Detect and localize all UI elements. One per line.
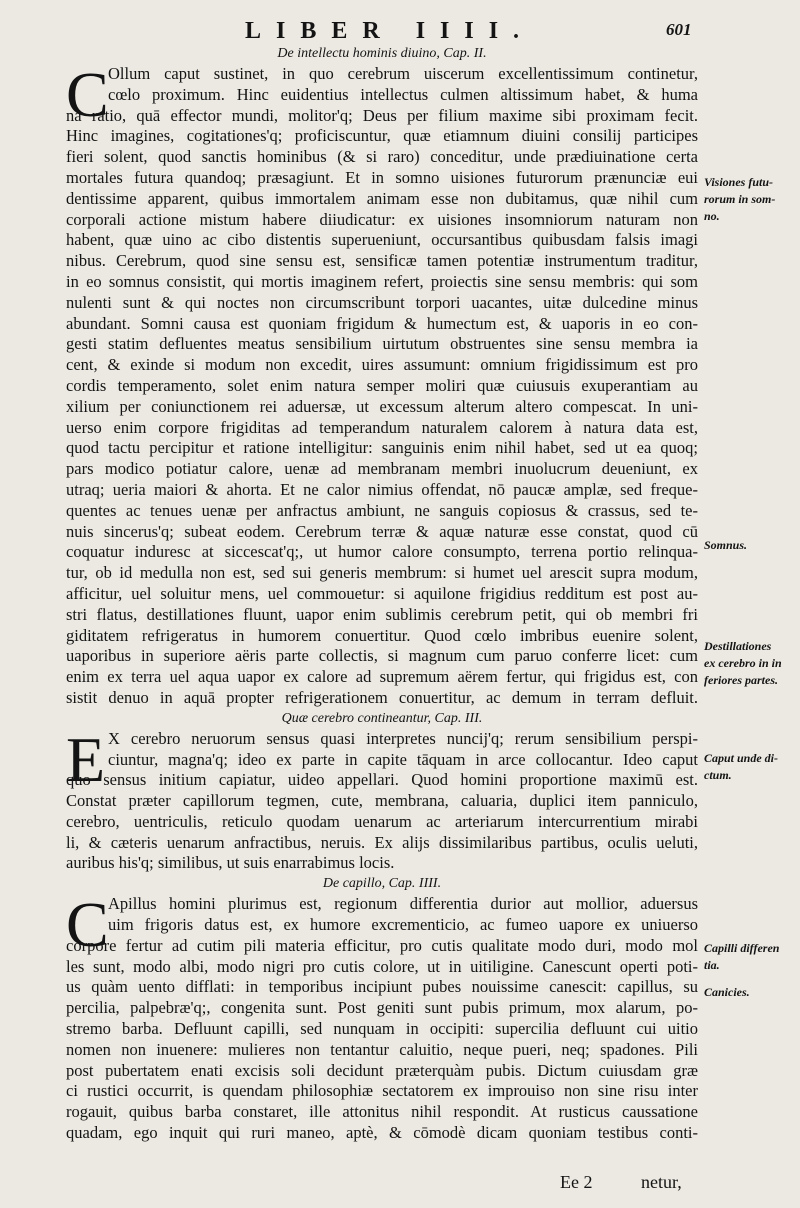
text-line: cœlo proximum. Hinc euidentius intellectus culmen altissimum habet, & huma [108, 84, 698, 104]
margin-note-line: rorum in som- [704, 192, 776, 206]
chapter-heading-4: De capillo, Cap. IIII. [322, 876, 442, 892]
text-line: li, & cæteris uenarum anfractibus, neruis. Ex alijs dissimilaribus partibus, oculis ueluti, [66, 832, 698, 852]
text-line: nulenti sunt & qui noctes non circumscribunt torpori uacantes, uitæ dulcedine minus [66, 292, 698, 312]
margin-note-line: Destillationes [704, 639, 772, 653]
drop-capital: E [66, 723, 106, 795]
text-line: ci rustici occurrit, is quendam philosophiæ sectatorem ex improuiso non sine risu inter [66, 1081, 698, 1101]
text-line: rogauit, quibus barba constaret, ille attonitus nihil respondit. At rusticus caussatione [66, 1102, 698, 1122]
main-text-column [66, 44, 698, 1144]
signature-mark: Ee 2 [560, 1172, 593, 1192]
text-line: uim frigoris datus est, ex humore excrementicio, ac fumeo uapore ex uniuerso [108, 915, 698, 935]
text-line: us quàm uento difflati: in temporibus incipiunt pubes nouissime canescit: capillus, su [66, 977, 698, 997]
text-line: dentissime apparent, quibus immortalem animam esse non dubitamus, quæ nihil cum [66, 188, 698, 208]
margin-note [704, 638, 800, 689]
text-line: quadam, ego inquit qui ruri maneo, aptè, & cōmodè dicam quoniam testibus conti- [66, 1123, 698, 1143]
running-head-title: LIBER IIII. [245, 18, 535, 44]
chapter-3-text [66, 723, 698, 875]
margin-note [704, 940, 800, 974]
text-line: in eo somnus consistit, qui mortis imaginem refert, proiectis sine sensu membris: qui som [66, 271, 698, 291]
text-line: mortales futura quandoq; præsagiunt. Et in somno uisiones futurorum prænunciæ eui [66, 167, 698, 187]
text-line: nomen non inuenere: mulieres non tentantur caluitio, neque pueri, neq; spadones. Pili [66, 1039, 698, 1059]
margin-note-line: ctum. [704, 768, 732, 782]
text-line: Ollum caput sustinet, in quo cerebrum uiscerum excellentissimum continetur, [108, 64, 698, 83]
text-line: pars modico potiatur calore, uenæ ad membranam membri inuolucrum deueniunt, ex [66, 459, 698, 479]
text-line: xilium per coniunctionem rei aduersæ, ut excessum alterum altero compescat. In uni- [66, 396, 698, 416]
text-line: les sunt, modo albi, modo nigri pro cutis colore, ut in uitiligine. Canescunt operti poti- [66, 956, 698, 976]
text-line: quo sensus initium capiatur, uideo appellari. Quod homini proportione maximū est. [66, 770, 698, 790]
text-line: utraq; ueria maiori & ahorta. Et ne calor nimius offendat, nō paucæ amplæ, sed freque- [66, 479, 698, 499]
text-line: nuis sincerus'q; subeat eodem. Cerebrum terræ & aquæ naturæ esse constat, quod cū [66, 521, 698, 541]
text-line: corpore fertur ad cutim pili materia efficitur, pro cutis qualitate modo duri, modo mol [66, 935, 698, 955]
text-line: Apillus homini plurimus est, regionum differentia durior aut mollior, aduersus [108, 894, 698, 914]
running-head [0, 14, 800, 44]
margin-note-line: Somnus. [704, 538, 748, 552]
text-line: tur, ob id medulla non est, sed sui generis membrum: si humet uel arescit supra modum, [66, 563, 698, 583]
text-line: gesti statim defluentes meatus sensibilium uirtutum obstruentes sine sensu membra ia [66, 334, 698, 354]
text-line: corporali actione mistum habere diiudicatur: ex uisiones insomniorum naturam non [66, 209, 698, 229]
page-number: 601 [666, 20, 692, 39]
margin-note-line: Canicies. [704, 985, 750, 999]
text-line: uaporibus in superiore aëris parte collectis, si magnum cum paruo conferre licet: cum [66, 646, 698, 666]
text-line: quentes ac tenues uenæ per anfractus ambiunt, ne sanguis copiosus & crassus, sed te- [66, 500, 698, 520]
text-line: enim ex terra uel aqua uapor ex calore ad supremum aërem fertur, qui frigidus est, con [66, 667, 698, 687]
text-line: cordis temperamento, solet enim natura semper moliri quæ cuiusuis exuperantiam au [66, 375, 698, 395]
text-line: stremo barba. Defluunt capilli, sed nunquam in occipiti: supercilia defluunt cui uitio [66, 1019, 698, 1039]
margin-note-line: tia. [704, 958, 720, 972]
text-line: quod tactu percipitur et ratione intelligitur: sanguinis enim nihil habet, sed ut ea quoq; [66, 438, 698, 458]
text-line: nibus. Cerebrum, quod sine sensu est, sensificæ tamen potentiæ instrumentum traditur, [66, 251, 698, 271]
text-line: ciuntur, magna'q; ideo ex parte in capite tāquam in arce collocantur. Ideo caput [108, 749, 698, 769]
text-line: habent, quæ uino ac cibo distentis superueniunt, occursantibus quibusdam falsis imagi [66, 230, 698, 250]
text-line: Hinc imagines, cogitationes'q; proficiscuntur, quæ etiamnum diuini consilij participes [66, 126, 698, 146]
text-line: auribus his'q; similibus, ut suis enarrabimus locis. [66, 853, 395, 873]
text-line: post pubertatem enati excisis soli decidunt præterquàm pubis. Dictum cuiusdam græ [66, 1060, 698, 1080]
text-line: stri flatus, destillationes fluunt, uapor enim sublimis cerebrum petit, qui ob membri fri [66, 604, 698, 624]
text-line: cerebro, uentriculis, reticulo quodam uenarum ac arteriarum intercurrentium mirabi [66, 811, 698, 831]
margin-note-line: Capilli differen [704, 941, 780, 955]
page-footer [560, 1172, 726, 1193]
text-line: giditatem refrigeratus in humorem conuertitur. Quod cœlo imbribus euenire solent, [66, 625, 698, 645]
chapter-heading-2: De intellectu hominis diuino, Cap. II. [277, 46, 487, 61]
chapter-4-text [66, 889, 698, 1144]
text-line: fieri solent, quod sanctis hominibus (& si raro) conceditur, unde prædiuinatione certa [66, 147, 698, 167]
margin-note-line: Caput unde di- [704, 751, 779, 765]
margin-note [704, 174, 800, 225]
text-line: afficitur, uel soluitur mens, uel commouetur: si aquilone frigidius redditum est post au- [66, 583, 698, 603]
text-line: percilia, palpebræ'q;, congenita sunt. Post geniti sunt pubis primum, mox alarum, po- [66, 998, 698, 1018]
margin-note-line: no. [704, 209, 720, 223]
drop-capital: C [66, 59, 109, 130]
margin-note [704, 537, 800, 554]
drop-capital: C [66, 889, 109, 961]
margin-note-line: ex cerebro in in [704, 656, 782, 670]
margin-note-line: feriores partes. [704, 673, 778, 687]
text-line: uerso enim corpore frigiditas ad temperandum naturalem calorem à natura data est, [66, 417, 698, 437]
text-line: sistit denuo in aquā propter refrigerationem conuertitur, ac demum in terram defluit. [66, 687, 698, 707]
chapter-heading-3: Quæ cerebro contineantur, Cap. III. [281, 710, 483, 726]
text-line: X cerebro neruorum sensus quasi interpretes nuncij'q; rerum sensibilium perspi- [108, 728, 698, 748]
chapter-2-text [66, 59, 698, 709]
text-line: coquatur induresc at siccescat'q;, ut humor calore consumpto, terrena portio relinqua- [66, 542, 698, 562]
catchword: netur, [640, 1172, 682, 1192]
text-line: abundant. Somni causa est quoniam frigidum & humectum est, & uaporis in eo con- [66, 313, 698, 333]
text-line: Constat præter capillorum tegmen, cute, membrana, caluaria, duplici item panniculo, [66, 791, 698, 811]
text-line: na ratio, quā effector mundi, molitor'q; Deus per filium maxime sibi proximam fecit. [66, 105, 698, 125]
margin-note-line: Visiones futu- [704, 175, 774, 189]
margin-note [704, 984, 800, 1001]
text-line: cent, & exinde si modum non excedit, uires assumunt: omnium frigidissimum est pro [66, 355, 698, 375]
margin-note [704, 750, 800, 784]
